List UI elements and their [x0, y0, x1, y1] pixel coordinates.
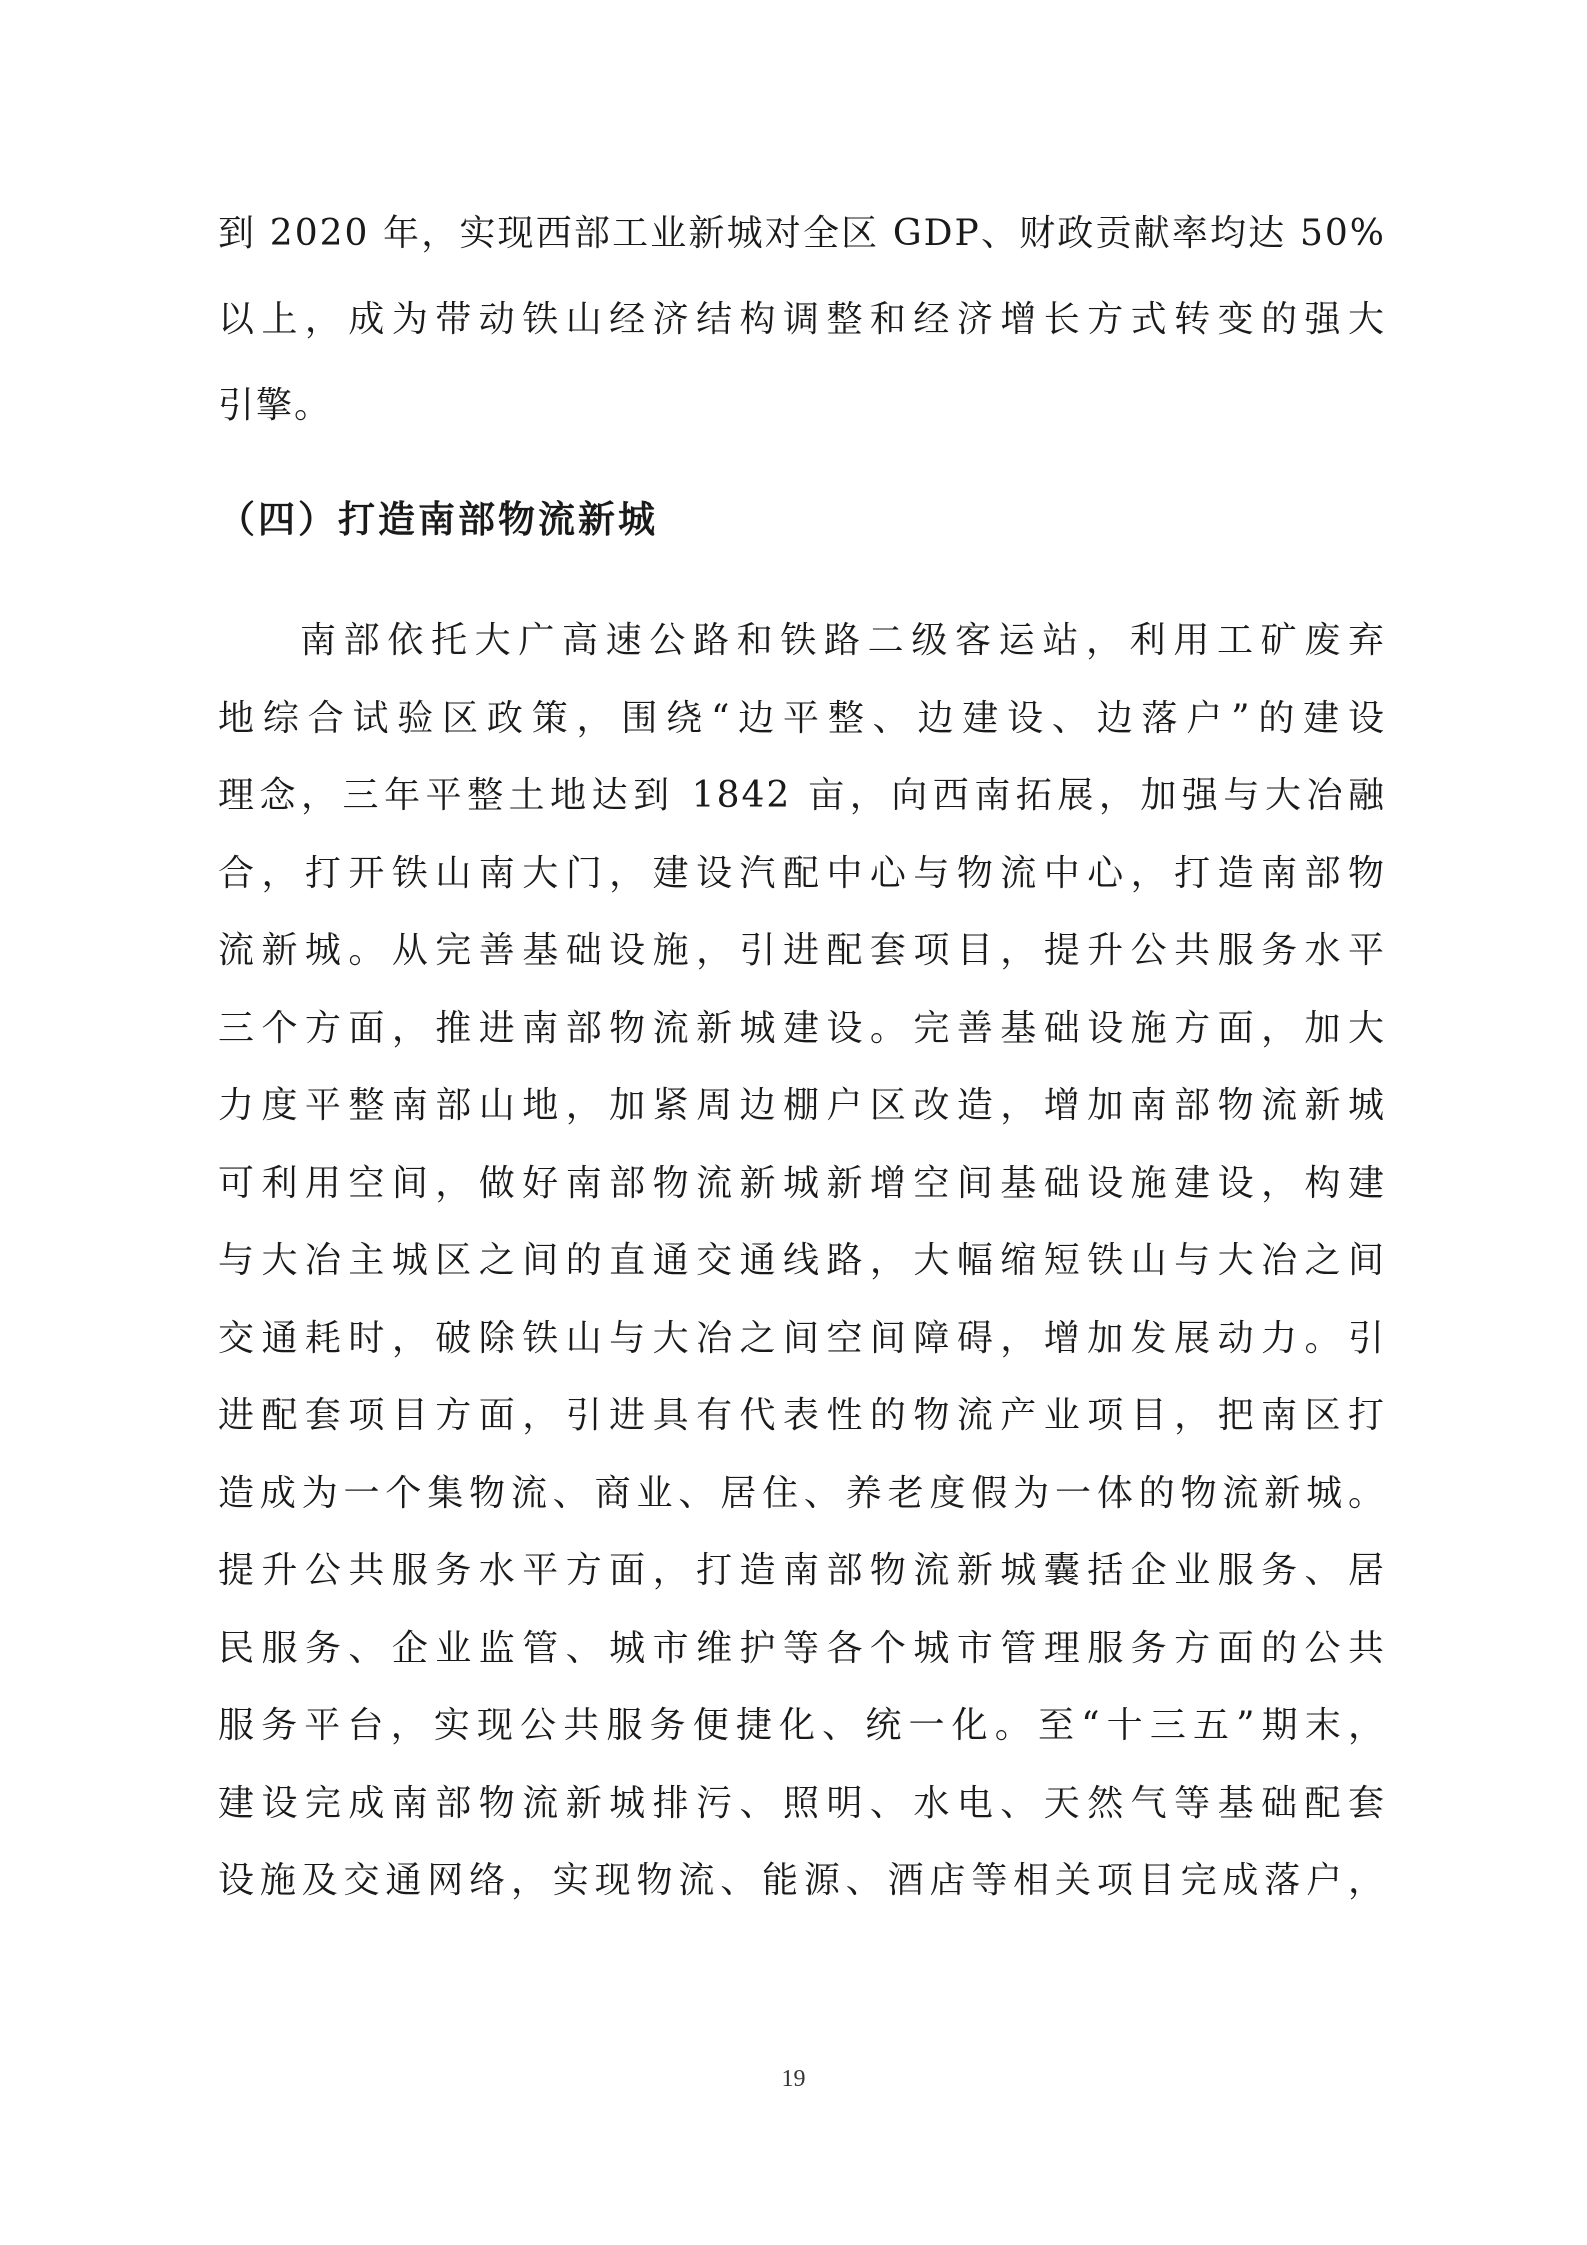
- body-text-line: 民服务、企业监管、城市维护等各个城市管理服务方面的公共: [218, 1628, 1386, 1669]
- body-text-line: 引擎。: [218, 385, 333, 426]
- body-text-line: 造成为一个集物流、商业、居住、养老度假为一体的物流新城。: [218, 1473, 1386, 1514]
- page-number: 19: [781, 2066, 806, 2092]
- body-text-line: 提升公共服务水平方面，打造南部物流新城囊括企业服务、居: [218, 1550, 1386, 1591]
- body-text-line: 到 2020 年，实现西部工业新城对全区 GDP、财政贡献率均达 50%: [218, 213, 1386, 254]
- body-text-line: 力度平整南部山地，加紧周边棚户区改造，增加南部物流新城: [218, 1085, 1386, 1126]
- body-text-line: 南部依托大广高速公路和铁路二级客运站，利用工矿废弃: [300, 620, 1386, 661]
- body-text-line: 三个方面，推进南部物流新城建设。完善基础设施方面，加大: [218, 1008, 1386, 1049]
- body-text-line: 以上，成为带动铁山经济结构调整和经济增长方式转变的强大: [218, 299, 1386, 340]
- body-text-line: 合，打开铁山南大门，建设汽配中心与物流中心，打造南部物: [218, 853, 1386, 894]
- body-text-line: 可利用空间，做好南部物流新城新增空间基础设施建设，构建: [218, 1163, 1386, 1204]
- body-text-line: 与大冶主城区之间的直通交通线路，大幅缩短铁山与大冶之间: [218, 1240, 1386, 1281]
- body-text-line: 进配套项目方面，引进具有代表性的物流产业项目，把南区打: [218, 1395, 1386, 1436]
- body-text-line: 建设完成南部物流新城排污、照明、水电、天然气等基础配套: [218, 1783, 1386, 1824]
- body-text-line: 交通耗时，破除铁山与大冶之间空间障碍，增加发展动力。引: [218, 1318, 1386, 1359]
- body-text-line: 流新城。从完善基础设施，引进配套项目，提升公共服务水平: [218, 930, 1386, 971]
- section-heading: （四）打造南部物流新城: [218, 497, 658, 541]
- body-text-line: 地综合试验区政策，围绕“边平整、边建设、边落户”的建设: [218, 698, 1386, 739]
- body-text-line: 理念，三年平整土地达到 1842 亩，向西南拓展，加强与大冶融: [218, 775, 1386, 816]
- body-text-line: 服务平台，实现公共服务便捷化、统一化。至“十三五”期末，: [218, 1705, 1386, 1746]
- body-text-line: 设施及交通网络，实现物流、能源、酒店等相关项目完成落户，: [218, 1860, 1386, 1901]
